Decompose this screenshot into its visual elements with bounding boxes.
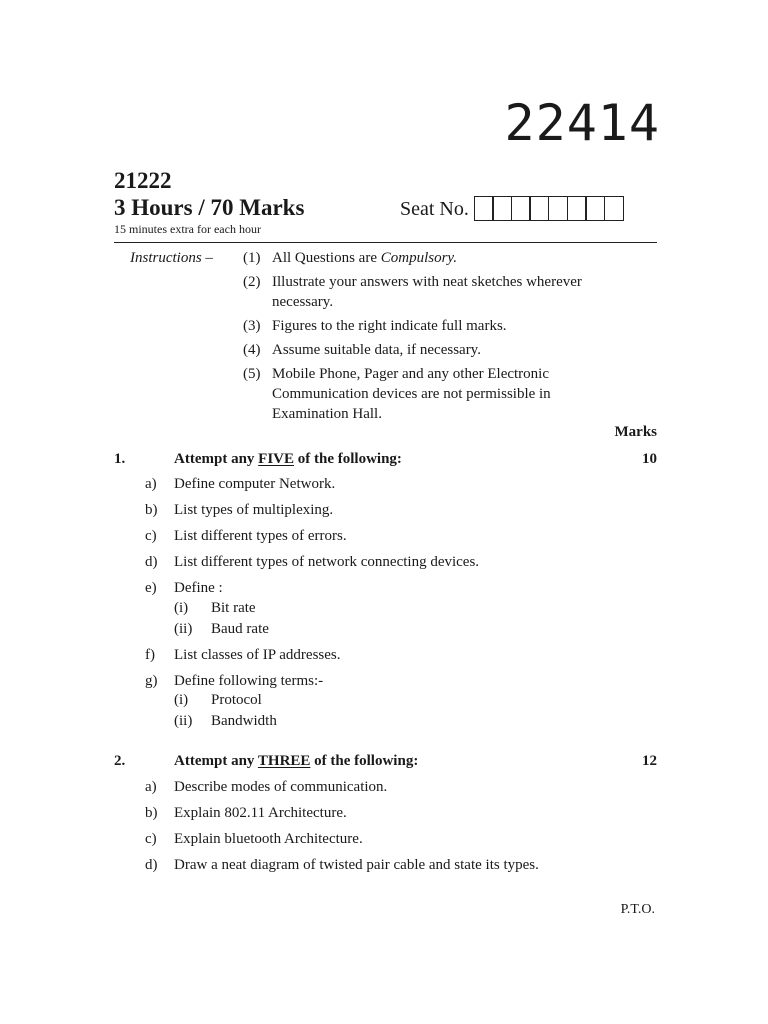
- sub-question-label: d): [145, 554, 158, 570]
- instruction-text: Assume suitable data, if necessary.: [272, 342, 481, 358]
- sub-question-text: Define following terms:-: [174, 673, 324, 689]
- seat-number-box[interactable]: [529, 196, 549, 221]
- instruction-text: Mobile Phone, Pager and any other Electronic Communication devices are not permissible in Examination Hall.: [272, 366, 551, 422]
- sub-question-text: Describe modes of communication.: [174, 779, 388, 795]
- instruction-text: All Questions are Compulsory.: [272, 250, 457, 266]
- sub-question-label: c): [145, 831, 157, 847]
- sub-part-number: (i): [174, 600, 189, 616]
- seat-number-box[interactable]: [585, 196, 605, 221]
- sub-question-label: a): [145, 779, 157, 795]
- sub-question-label: e): [145, 580, 157, 596]
- sub-question-text: List types of multiplexing.: [174, 502, 334, 518]
- sub-part-number: (ii): [174, 713, 193, 729]
- sub-question-text: Define :: [174, 580, 223, 596]
- instruction-number: (2): [243, 274, 261, 290]
- seat-number-label: Seat No.: [400, 198, 469, 220]
- question-number: 2.: [114, 753, 126, 769]
- sub-part-number: (i): [174, 692, 189, 708]
- subject-code: 21222: [114, 168, 172, 193]
- seat-number-box[interactable]: [474, 196, 494, 221]
- sub-question-label: g): [145, 673, 158, 689]
- sub-question-text: Define computer Network.: [174, 476, 336, 492]
- instruction-number: (3): [243, 318, 261, 334]
- sub-question-text: List different types of errors.: [174, 528, 347, 544]
- instruction-text: Illustrate your answers with neat sketches wherever necessary.: [272, 274, 582, 310]
- instruction-number: (1): [243, 250, 261, 266]
- question-title: Attempt any FIVE of the following:: [174, 451, 402, 467]
- question-number: 1.: [114, 451, 126, 467]
- instructions-label: Instructions –: [130, 250, 213, 266]
- instruction-number: (4): [243, 342, 261, 358]
- sub-question-label: c): [145, 528, 157, 544]
- extra-time-note: 15 minutes extra for each hour: [114, 222, 261, 236]
- instruction-number: (5): [243, 366, 261, 382]
- duration-marks: 3 Hours / 70 Marks: [114, 195, 305, 220]
- seat-number-box[interactable]: [548, 196, 568, 221]
- sub-question-label: f): [145, 647, 155, 663]
- sub-part-text: Baud rate: [211, 621, 269, 637]
- sub-question-text: List classes of IP addresses.: [174, 647, 341, 663]
- sub-part-text: Bandwidth: [211, 713, 277, 729]
- question-marks: 12: [642, 753, 657, 769]
- sub-question-label: d): [145, 857, 158, 873]
- paper-code: 22414: [504, 94, 660, 152]
- sub-question-label: b): [145, 805, 158, 821]
- sub-question-label: b): [145, 502, 158, 518]
- seat-number-box[interactable]: [511, 196, 531, 221]
- seat-number-boxes[interactable]: [475, 196, 624, 221]
- question-marks: 10: [642, 451, 657, 467]
- sub-question-text: List different types of network connecting devices.: [174, 554, 480, 570]
- sub-part-number: (ii): [174, 621, 193, 637]
- sub-question-label: a): [145, 476, 157, 492]
- sub-question-text: Explain 802.11 Architecture.: [174, 805, 347, 821]
- sub-question-text: Draw a neat diagram of twisted pair cable and state its types.: [174, 857, 539, 873]
- seat-number-box[interactable]: [492, 196, 512, 221]
- seat-number-box[interactable]: [604, 196, 624, 221]
- instruction-text: Figures to the right indicate full marks.: [272, 318, 507, 334]
- page-turn-over-note: P.T.O.: [620, 902, 655, 917]
- sub-part-text: Protocol: [211, 692, 262, 708]
- question-title: Attempt any THREE of the following:: [174, 753, 419, 769]
- sub-part-text: Bit rate: [211, 600, 256, 616]
- header-divider: [114, 242, 657, 243]
- sub-question-text: Explain bluetooth Architecture.: [174, 831, 363, 847]
- seat-number-box[interactable]: [567, 196, 587, 221]
- marks-column-heading: Marks: [614, 424, 657, 440]
